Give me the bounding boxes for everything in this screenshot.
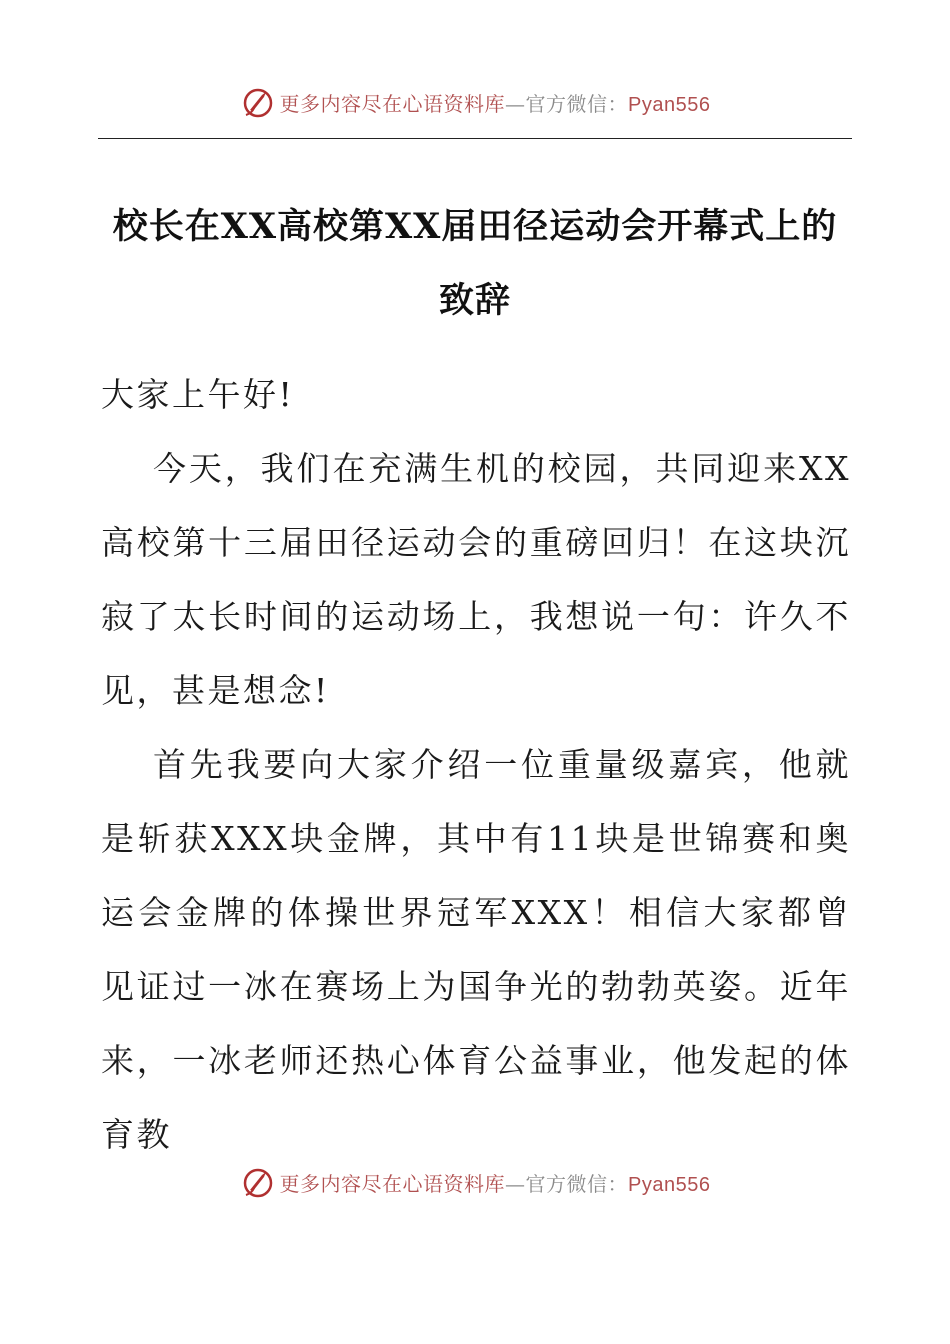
paragraph-2: 首先我要向大家介绍一位重量级嘉宾，他就是斩获XXX块金牌，其中有11块是世锦赛和奥运会金牌的体操世界冠军XXX！相信大家都曾见证过一冰在赛场上为国争光的勃勃英姿。近年来，一冰老师还热心体育公益事业，他发起的体育教: [101, 745, 851, 1154]
footer-banner-id: Pyan556: [628, 1173, 711, 1196]
greeting: 大家上午好!: [101, 375, 295, 414]
footer-banner: [0, 1162, 950, 1202]
header-divider: [98, 138, 852, 139]
footer-banner-main: 更多内容尽在心语资料库: [279, 1171, 506, 1196]
header-banner-id: Pyan556: [628, 93, 711, 116]
paragraph-1: 今天，我们在充满生机的校园，共同迎来XX高校第十三届田径运动会的重磅回归！在这块沉寂了太长时间的运动场上，我想说一句：许久不见，甚是想念!: [101, 449, 851, 710]
header-banner-text: [280, 88, 711, 117]
header-banner-label: 官方微信：: [525, 91, 629, 116]
header-banner-main: 更多内容尽在心语资料库: [279, 91, 506, 116]
quill-logo-icon: [240, 84, 276, 120]
header-banner: [0, 82, 950, 122]
document-body: [101, 358, 851, 1172]
header-banner-sep: —: [505, 91, 526, 116]
document-title: 校长在XX高校第XX届田径运动会开幕式上的致辞: [112, 206, 838, 321]
footer-banner-text: [280, 1168, 711, 1197]
quill-logo-icon: [240, 1164, 276, 1200]
footer-banner-label: 官方微信：: [525, 1171, 629, 1196]
footer-banner-sep: —: [505, 1171, 526, 1196]
